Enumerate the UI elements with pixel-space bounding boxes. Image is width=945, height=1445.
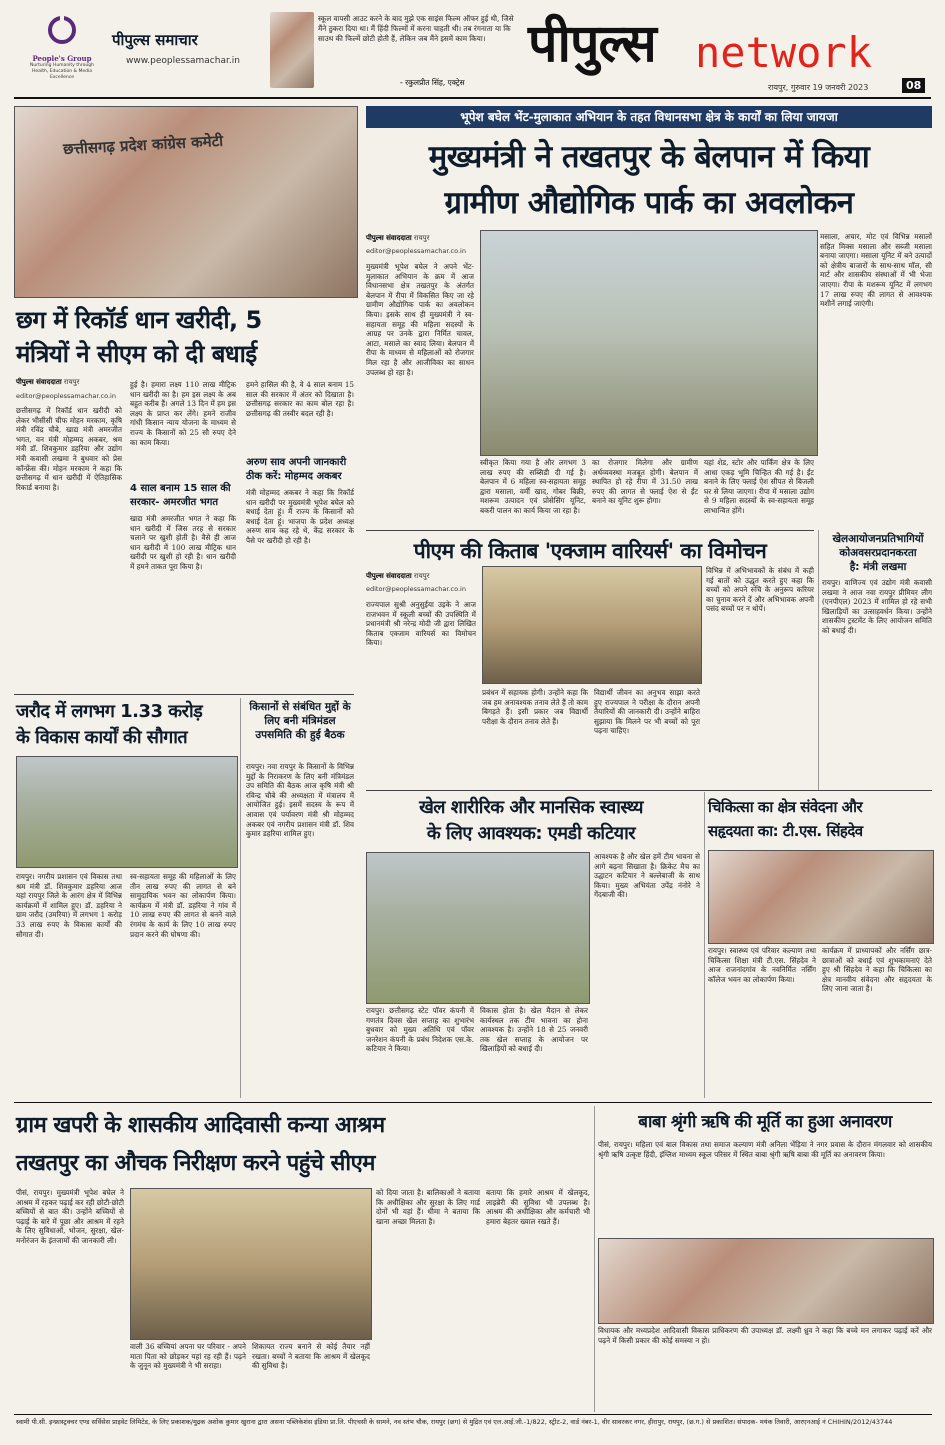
- exam-byline-name: पीपुल्स संवाददाता: [366, 572, 412, 580]
- congress-banner-text: छत्तीसगढ़ प्रदेश कांग्रेस कमेटी: [62, 131, 224, 159]
- dahariya-visit-photo: [16, 756, 238, 868]
- top-story-col2: स्वीकृत किया गया है और लगभग 3 लाख रुपए की सब्सिडी दी गई है। बेलपान में 6 महिला स्व-सहायता समूह द्वारा मसाला, वर्मी खाद, गोबर बिक्री, मशरूम उत्पादन एवं प्रोसेसिंग यूनिट, बकरी पालन का कार्य किया जा रहा है।: [480, 458, 586, 515]
- exam-col3: विद्यार्थी जीवन का अनुभव साझा करते हुए राज्यपाल ने परीक्षा के दौरान अपनी तैयारियों की जानकारी दी। उन्होंने बाहिरा सुझाया कि मिलने पर भी बच्चों को पूरा पढ़ना चाहिए।: [594, 688, 700, 736]
- ashram-col2: वाली 36 बच्चियां अपना घर परिवार - अपने माता पिता को छोड़कर यहां रह रही हैं। पढ़ने के जुनून को मुख्यमंत्री ने भी सराहा।: [130, 1342, 246, 1371]
- khel-col3: आवश्यक है और खेल हमें टीम भावना से आगे बढ़ना सिखाता है। क्रिकेट मैच का उद्घाटन कटियार ने बल्लेबाजी के साथ किया। मुख्य अभियंता उपेंद्र नंनोरे ने गेंदबाजी की।: [594, 852, 700, 900]
- governor-book-launch-photo: [482, 566, 702, 684]
- top-story-banner: भूपेश बघेल भेंट-मुलाकात अभियान के तहत विधानसभा क्षेत्र के कार्यों का लिया जायजा: [366, 106, 932, 128]
- exam-col4: विभिन्न में अभिभावकों के संबंध में कही गई बातों को उद्धृत करते हुए कहा कि बच्चों को अपने रुचि के अनुरूप करियर का चुनाव करने दें और अभिभावक अपनी पसंद बच्चों पर न थोपें।: [706, 566, 814, 614]
- ashram-headline-2: तखतपुर का औचक निरीक्षण करने पहुंचे सीएम: [16, 1151, 375, 1176]
- dhan-col2b: खाद्य मंत्री अमरजीत भगत ने कहा कि धान खरीदी में जिस तरह से सरकार चलाने पर खुशी होती है। वैसे ही आज धान खरीदी में 100 लाख मीट्रिक धान खरीदी पर खुशी हो रही है। धान खरीदी में हमने ताकत पूरा किया है।: [130, 514, 236, 571]
- brand-hindi: पीपुल्स: [528, 14, 656, 74]
- khel-col2: विकास होता है। खेल मैदान से लेकर कार्यस्थल तक टीम भावना का होना आवश्यक है। उन्होंने 18 से 25 जनवरी तक खेल सप्ताह के आयोजन पर खिलाड़ियों को बधाई दी।: [480, 1006, 588, 1054]
- health-col1: रायपुर। स्वास्थ्य एवं परिवार कल्याण तथा चिकित्सा शिक्षा मंत्री टी.एस. सिंहदेव ने आज राजनांदगांव के नवनिर्मित नर्सिंग कॉलेज भवन का लोकार्पण किया।: [708, 946, 816, 984]
- dhan-col1: छत्तीसगढ़ में रिकॉर्ड धान खरीदी को लेकर भीसीसी चीफ मोहन मरकाम, कृषि मंत्री रविंद्र चौबे, खाद्य मंत्री अमरजीत भगत, वन मंत्री मोहम्मद अकबर, श्रम मंत्री डॉ. शिवकुमार डहरिया और उद्योग मंत्री कवासी लखमा ने बुधवार को प्रेस कॉन्फ्रेंस की। मोहन मरकाम ने कहा कि छत्तीसगढ़ में धान खरीदी में ऐतिहासिक रिकार्ड बनाया है।: [16, 406, 122, 492]
- actress-photo: [270, 12, 314, 88]
- dhan-email: editor@peoplessamachar.co.in: [16, 392, 116, 400]
- paper-name: पीपुल्स समाचार: [112, 31, 198, 49]
- website: www.peoplessamachar.in: [126, 56, 240, 66]
- exam-headline: पीएम की किताब 'एक्जाम वारियर्स' का विमोचन: [413, 539, 767, 563]
- footer-imprint: स्वामी पी.सी. इन्फ्रास्ट्रक्चर एण्ड सर्विसेस प्राइवेट लिमिटेड, के लिए प्रकाशक/मुद्रक अशोक कुमार खुराना द्वारा असना पब्लिकेशंस इंडिया प्रा.लि. पीएचसी के सामने, नव स्तंभ चौक, रायपुर (छग) से मुद्रित एवं एल.आई.जी.-1/822, स्ट्रीट-2, वार्ड नंबर-1, वीर सावरकर नगर, हीरापुर, रायपुर, (छ.ग.) से प्रकाशित। संपादक- मयंक तिवारी, आरएनआई नं CHIHIN/2012/43744: [16, 1418, 893, 1426]
- dhan-col2: हुई है। हमारा लक्ष्य 110 लाख मीट्रिक धान खरीदी का है। हम इस लक्ष्य के अब बहुत करीब हैं। अगले 13 दिन में हम इस लक्ष्य के प्राप्त कर लेंगे। हमने राजीव गांधी किसान न्याय योजना के माध्यम से राज्य के किसानों को 25 सौ रुपए देने का काम किया।: [130, 380, 236, 447]
- top-story-col1: मुख्यमंत्री भूपेश बघेल ने अपने भेंट-मुलाकात अभियान के क्रम में आज विधानसभा क्षेत्र तखतपुर के अंतर्गत बेलपान में रीपा में विकसित किए जा रहे ग्रामीण औद्योगिक पार्क का अवलोकन किया। इसके साथ ही मुख्यमंत्री ने स्व-सहायता समूह की महिला सदस्यों के आग्रह पर उनके द्वारा निर्मित चावल, आटा, मसाले का स्वाद लिया। बेलपान में रीपा के माध्यम से महिलाओं को रोजगार मिल रहा है और आजीविका का साधन उपलब्ध हो रहा है।: [366, 262, 474, 377]
- jarod-col1: रायपुर। नगरीय प्रशासन एवं विकास तथा श्रम मंत्री डॉ. शिवकुमार डहरिया आज यहां रायपुर जिले के आरंग क्षेत्र में विभिन्न कार्यक्रमों में शामिल हुए। डॉ. डहरिया ने ग्राम जरौद (उमरिया) में लगभग 1 करोड़ 33 लाख रुपए के विकास कार्यों की सौगात दी।: [16, 872, 122, 939]
- dateline: रायपुर, गुरुवार 19 जनवरी 2023: [768, 83, 869, 92]
- khel-awsar-headline-1: खेलआयोजनप्रतिभागियों: [832, 533, 924, 545]
- kisan-col1: रायपुर। नवा रायपुर के किसानों के विभिन्न मुद्दों के निराकरण के लिए बनी मंत्रिमंडल उप समिति की बैठक आज कृषि मंत्री श्री रविन्द्र चौबे की अध्यक्षता में मंत्रालय में आयोजित हुई। इसमें सदस्य के रूप में आवास एवं पर्यावरण मंत्री श्री मोहम्मद अकबर एवं नगरीय प्रशासन मंत्री डॉ. शिव कुमार डहरिया शामिल हुए।: [246, 762, 354, 839]
- khel-headline-2: के लिए आवश्यक: एमडी कटियार: [426, 823, 636, 844]
- top-story-col5: मसाला, अचार, मोट एवं विभिन्न मसालों सहित मिक्स मसाला और सब्जी मसाला बनाया जाएगा। मसाला यूनिट में बने उत्पादों को क्षेत्रीय बाजारों के साथ-साथ मॉल, सी मार्ट और शासकीय संस्थाओं में भी भेजा जाएगा। रीपा के मशरूम यूनिट में लगभग 17 लाख रुपए की लागत से आवश्यक मशीनें लगाई जाएंगी।: [820, 232, 932, 309]
- exam-email: editor@peoplessamachar.co.in: [366, 585, 466, 593]
- cm-ashram-photo: [130, 1188, 372, 1340]
- peoples-group-logo: [22, 14, 102, 84]
- health-headline-2: सहृदयता का: टी.एस. सिंहदेव: [708, 822, 863, 840]
- top-story-headline-1: मुख्यमंत्री ने तखतपुर के बेलपान में किया: [428, 139, 870, 175]
- top-story-headline-2: ग्रामीण औद्योगिक पार्क का अवलोकन: [444, 185, 854, 221]
- dhan-headline-1: छग में रिकॉर्ड धान खरीदी, 5: [16, 306, 262, 334]
- ashram-col1: पीसं, रायपुर। मुख्यमंत्री भूपेश बघेल ने आश्रम में रहकर पढ़ाई कर रही छोटी-छोटी बच्चियों से बात की। उन्होंने बच्चियों से पढ़ाई के बारे में पूछा और आश्रम में रहने के लिए सुविधाओं, भोजन, सुरक्षा, खेल-मनोरंजन के इंतजामों की जानकारी ली।: [16, 1188, 124, 1245]
- dhan-col3b: मंत्री मोहम्मद अकबर ने कहा कि रिकॉर्ड धान खरीदी पर मुख्यमंत्री भूपेश बघेल को बधाई देता हूं। मैं राज्य के किसानों को बधाई देता हूं। भाजपा के प्रदेश अध्यक्ष अरुण साव कह रहे थे, केंद्र सरकार के पैसे पर खरीदी हो रही है।: [246, 488, 354, 545]
- group-tagline: Nurturing Humanity through Health, Education & Media Excellence: [30, 63, 94, 80]
- ashram-col5: बताया कि हमारे आश्रम में खेलकूद, लाइब्रेरी की सुविधा भी उपलब्ध है। आश्रम की अधीक्षिका और कर्मचारी भी हमारा बेहतर ख्याल रखते हैं।: [486, 1188, 590, 1226]
- masthead: [0, 0, 945, 98]
- dhan-byline-name: पीपुल्स संवाददाता: [16, 378, 62, 386]
- quote-author: - रकुलप्रीत सिंह, एक्ट्रेस: [400, 78, 465, 87]
- ashram-col3: शिकायत राज्य बनाने से कोई तैयार नहीं रखता। बच्चों ने बताया कि आश्रम में खेलकूद की सुविधा है।: [252, 1342, 370, 1371]
- actress-quote: स्कूल वापसी आउट करने के बाद मुझे एक साइंस फिल्म ऑफर हुई थी, जिसे मैंने ठुकरा दिया था। मैं हिंदी फिल्मों में करना चाहती थी। तब रंगनाता या कि साउथ की फिल्में छोटी होती हैं, लेकिन जब मैंने इसमें काम किया।: [318, 14, 514, 43]
- khel-awsar-headline-3: है: मंत्री लखमा: [849, 561, 907, 573]
- baba-headline: बाबा श्रृंगी ऋषि की मूर्ति का हुआ अनावरण: [638, 1112, 892, 1132]
- top-story-byline: [366, 234, 476, 243]
- dhan-byline-city: रायपुर: [63, 378, 80, 386]
- jarod-headline-1: जरौद में लगभग 1.33 करोड़: [16, 701, 203, 722]
- cm-industrial-park-photo: [480, 230, 818, 456]
- top-story-email: editor@peoplessamachar.co.in: [366, 247, 466, 255]
- byline-name: पीपुल्स संवाददाता: [366, 234, 412, 242]
- dhan-byline: [16, 378, 126, 387]
- exam-col2: प्रबंधन में सहायक होगी। उन्होंने कहा कि जब हम अनावश्यक तनाव लेते हैं तो काम बिगड़ते हैं। इसी प्रकार जब विद्यार्थी परीक्षा के दौरान तनाव लेते हैं।: [482, 688, 588, 726]
- ashram-col4: को दिया जाता है। बालिकाओं ने बताया कि अधीक्षिका और सुरक्षा के लिए गार्ड दोनों भी यहां हैं। धीमा ने बताया कि खाना अच्छा मिलता है।: [376, 1188, 480, 1226]
- cricket-match-photo: [366, 852, 590, 1004]
- ashram-headline-1: ग्राम खपरी के शासकीय आदिवासी कन्या आश्रम: [16, 1113, 385, 1138]
- baba-col1: पीसं, रायपुर। महिला एवं बाल विकास तथा समाज कल्याण मंत्री अनिला भेंड़िया ने नगर प्रवास के दौरान मंगलवार को शासकीय श्रृंगी ऋषि उत्कृष्ट हिंदी, इंग्लिश माध्यम स्कूल परिसर में स्थित बाबा श्रृंगी ऋषि बाबा की मूर्ति का अनावरण किया।: [598, 1140, 932, 1159]
- khel-awsar-headline-2: कोअवसरप्रदानकरता: [839, 547, 917, 559]
- jarod-headline-2: के विकास कार्यों की सौगात: [16, 727, 188, 748]
- khel-col1: रायपुर। छत्तीसगढ़ स्टेट पॉवर कंपनी में गणतंत्र दिवस खेल सप्ताह का शुभारंभ बुधवार को मुख्य अतिथि एवं पॉवर जनरेशन कंपनी के प्रबंध निदेशक एस.के. कटियार ने किया।: [366, 1006, 474, 1054]
- khel-awsar-col1: रायपुर। वाणिज्य एवं उद्योग मंत्री कवासी लखमा ने आज नवा रायपुर प्रीमियर लीग (एनपीएल) 2023 में शामिल हो रहे सभी खिलाड़ियों का उत्साहवर्धन किया। उन्होंने शासकीय ट्रस्टमेंट के लिए आयोजन समिति को बधाई दी।: [822, 578, 932, 635]
- statue-unveiling-photo: [598, 1238, 934, 1324]
- exam-col1: राज्यपाल सुश्री अनुसुईया उइके ने आज राजभवन में स्कूली बच्चों की उपस्थिति में प्रधानमंत्री श्री नरेन्द्र मोदी जी द्वारा लिखित किताब एक्जाम वारियर्स का विमोचन किया।: [366, 600, 476, 648]
- dhan-headline-2: मंत्रियों ने सीएम को दी बधाई: [16, 340, 257, 368]
- kisan-headline: किसानों से संबंधित मुद्दों के लिए बनी मंत्रिमंडल उपसमिति की हुई बैठक: [249, 701, 351, 741]
- top-story-col4: यहां शेड, स्टोर और पार्किंग क्षेत्र के लिए आधा एकड़ भूमि चिन्हित की गई है। ईंट बनाने के लिए फ्लाई ऐश सीपत से बिजली घर से लिया जाएगा। रीपा में मसाला उद्योग से 9 महिला सदस्यों के स्व-सहायता समूह लाभान्वित होंगे।: [704, 458, 814, 515]
- brand-english: network: [695, 28, 873, 77]
- top-story-col3: का रोजगार मिलेगा और ग्रामीण अर्थव्यवस्था मजबूत होगी। बेलपान में स्थापित हो रहे रीपा में 31.50 लाख रुपए की लागत से फ्लाई ऐश से ईंट बनाने का यूनिट शुरू होगा।: [592, 458, 698, 506]
- byline-city: रायपुर: [413, 234, 430, 242]
- exam-byline-city: रायपुर: [413, 572, 430, 580]
- jarod-col2: स्व-सहायता समूह की महिलाओं के लिए तीन लाख रुपए की लागत से बने सामुदायिक भवन का लोकार्पण किया। कार्यक्रम में मंत्री डॉ. डहरिया ने गांव में 10 लाख रुपए की लागत से बनने वाले रंगमंच के कार्य के लिए 10 लाख रुपए प्रदान करने की घोषणा की।: [130, 872, 236, 939]
- exam-byline: [366, 572, 476, 581]
- group-emblem-icon: [22, 14, 102, 50]
- singhdeo-photo: [708, 850, 934, 944]
- baba-col2: विधायक और मध्यप्रदेश आदिवासी विकास प्राधिकरण की उपाध्यक्ष डॉ. लक्ष्मी ध्रुव ने कहा कि बच्चे मन लगाकर पढ़ाई करें और पढ़ने में किसी प्रकार की कोई समस्या न हो।: [598, 1326, 932, 1345]
- khel-headline-1: खेल शारीरिक और मानसिक स्वास्थ्य: [419, 797, 643, 818]
- congress-press-photo: [14, 106, 358, 298]
- dhan-col3: हमने हासिल की है, वे 4 साल बनाम 15 साल की सरकार में अंतर को दिखाता है। छत्तीसगढ़ सरकार का काम बोल रहा है। छत्तीसगढ़ की तस्वीर बदल रही है।: [246, 380, 354, 418]
- dhan-subhead-2: 4 साल बनाम 15 साल की सरकार- अमरजीत भगत: [130, 483, 231, 508]
- page-number: 08: [902, 78, 925, 93]
- dhan-subhead-3: अरुण साव अपनी जानकारी ठीक करें: मोहम्मद अकबर: [246, 457, 347, 482]
- group-name: People's Group: [32, 54, 92, 63]
- health-headline-1: चिकित्सा का क्षेत्र संवेदना और: [708, 798, 863, 816]
- health-col2: कार्यक्रम में प्राध्यापकों और नर्सिंग छात्र-छात्राओं को बधाई एवं शुभकामनाएं देते हुए श्री सिंहदेव ने कहा कि चिकित्सा का क्षेत्र मानवीय संवेदना और सहृदयता के लिए जाना जाता है।: [822, 946, 932, 994]
